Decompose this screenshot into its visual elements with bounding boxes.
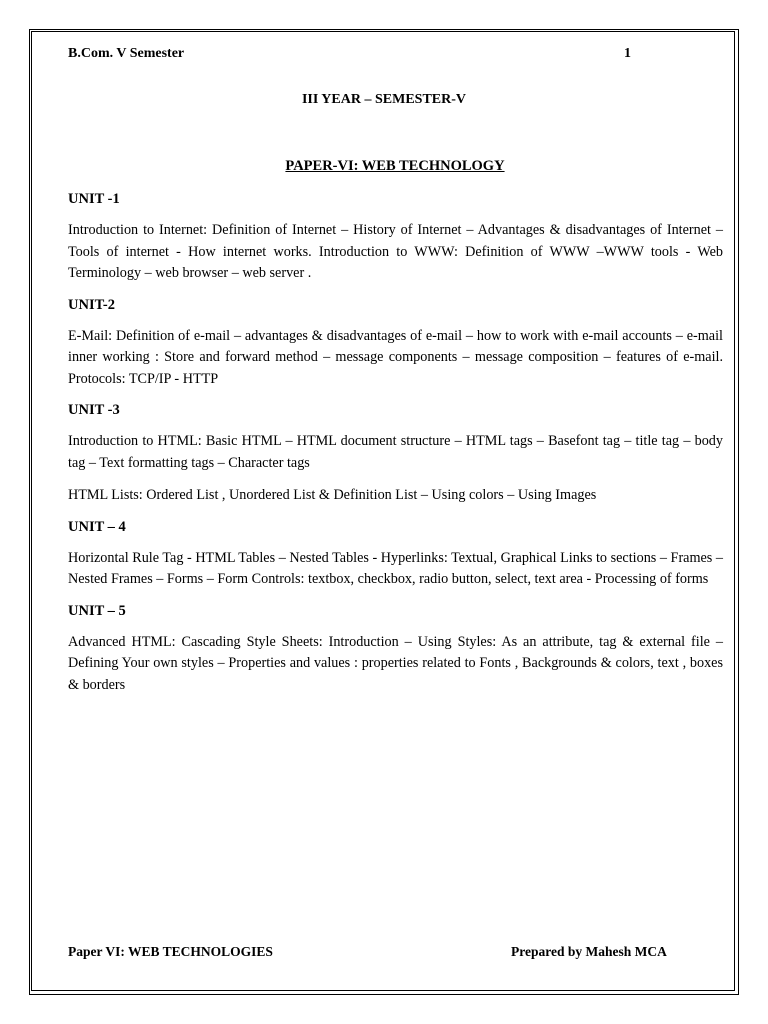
unit-heading: UNIT-2	[68, 296, 116, 313]
unit-heading: UNIT -3	[68, 402, 120, 418]
unit-paragraph: Horizontal Rule Tag - HTML Tables – Nested Tables - Hyperlinks: Textual, Graphical Links to sections – Frames – Nested Frames – Forms – Form Controls: textbox, checkbox, radio button, select, text area - Processing of forms	[68, 549, 723, 587]
unit-section	[68, 518, 723, 591]
unit-paragraph: Introduction to HTML: Basic HTML – HTML document structure – HTML tags – Basefont tag – title tag – body tag – Text formatting tags – Character tags	[68, 433, 723, 471]
header-course: B.Com. V Semester	[68, 46, 185, 61]
unit-paragraph: E-Mail: Definition of e-mail – advantages & disadvantages of e-mail – how to work with e-mail accounts – e-mail inner working : Store and forward method – message components – message composition – features of e-mail. Protocols: TCP/IP - HTTP	[68, 327, 723, 387]
unit-heading: UNIT -1	[68, 191, 120, 207]
title-year-semester: III YEAR – SEMESTER-V	[301, 92, 466, 107]
title-paper: PAPER-VI: WEB TECHNOLOGY	[285, 158, 505, 174]
unit-paragraph: Advanced HTML: Cascading Style Sheets: Introduction – Using Styles: As an attribute, tag & external file – Defining Your own styles – Properties and values : properties related to Fonts , Backgrounds & colors, text , boxes & borders	[68, 633, 723, 693]
unit-section	[68, 602, 723, 697]
header-page-number: 1	[624, 46, 631, 61]
unit-section	[68, 401, 723, 507]
footer-paper-title: Paper VI: WEB TECHNOLOGIES	[68, 944, 273, 959]
footer-author: Prepared by Mahesh MCA	[511, 944, 667, 959]
syllabus-content	[68, 190, 723, 707]
unit-paragraph: Introduction to Internet: Definition of Internet – History of Internet – Advantages & disadvantages of Internet – Tools of internet - How internet works. Introduction to WWW: Definition of WWW –WWW tools - Web Terminology – web browser – web server .	[68, 222, 723, 281]
unit-paragraph: HTML Lists: Ordered List , Unordered List & Definition List – Using colors – Using Images	[68, 487, 597, 503]
unit-section	[68, 296, 723, 391]
unit-heading: UNIT – 5	[68, 602, 126, 619]
unit-heading: UNIT – 4	[68, 518, 126, 535]
unit-section	[68, 190, 723, 285]
